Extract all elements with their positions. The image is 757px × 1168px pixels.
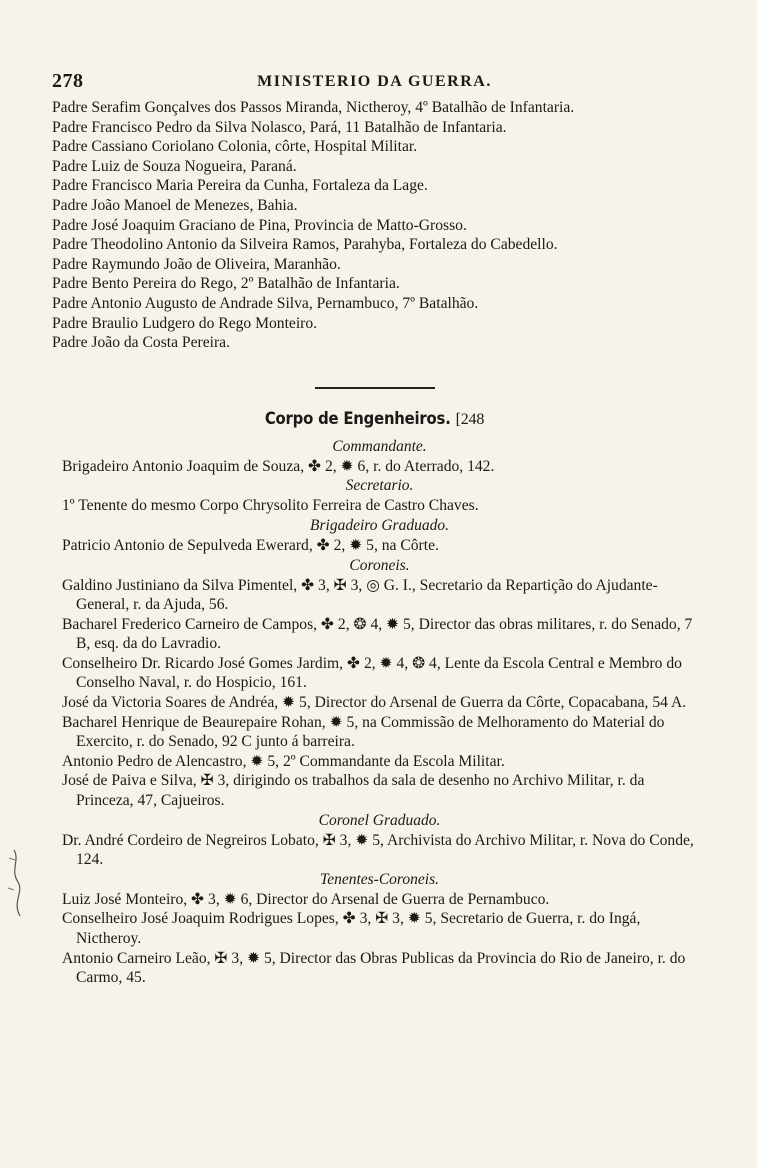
list-item: Antonio Pedro de Alencastro, ✹ 5, 2º Commandante da Escola Militar. xyxy=(62,752,505,770)
section-divider xyxy=(315,387,435,389)
group-heading: Tenentes-Coroneis. xyxy=(320,870,439,888)
list-item: Padre Bento Pereira do Rego, 2º Batalhão de Infantaria. xyxy=(52,275,400,293)
list-item: José de Paiva e Silva, ✠ 3, dirigindo os trabalhos da sala de desenho no Archivo Militar, r. da Princeza, 47, Cajueiros. xyxy=(62,772,645,810)
list-item: Brigadeiro Antonio Joaquim de Souza, ✤ 2, ✹ 6, r. do Aterrado, 142. xyxy=(62,457,495,475)
list-item: Luiz José Monteiro, ✤ 3, ✹ 6, Director do Arsenal de Guerra de Pernambuco. xyxy=(62,890,550,908)
group-heading: Secretario. xyxy=(345,477,414,495)
list-item: Dr. André Cordeiro de Negreiros Lobato, ✠ 3, ✹ 5, Archivista do Archivo Militar, r. Nova do Conde, 124. xyxy=(62,831,694,869)
group-heading: Commandante. xyxy=(332,437,427,455)
list-item: Padre Francisco Maria Pereira da Cunha, Fortaleza da Lage. xyxy=(52,177,428,195)
list-item: Conselheiro José Joaquim Rodrigues Lopes, ✤ 3, ✠ 3, ✹ 5, Secretario de Guerra, r. do Ingá, Nictheroy. xyxy=(62,910,641,947)
group-heading: Coronel Graduado. xyxy=(318,811,441,829)
list-item: Padre Cassiano Coriolano Colonia, côrte, Hospital Militar. xyxy=(52,138,418,156)
list-item: Patricio Antonio de Sepulveda Ewerard, ✤ 2, ✹ 5, na Côrte. xyxy=(62,536,439,554)
list-item: Bacharel Henrique de Beaurepaire Rohan, ✹ 5, na Commissão de Melhoramento do Material do Exercito, r. do Senado, 92 C junto á barreira. xyxy=(62,713,665,751)
list-item: Galdino Justiniano da Silva Pimentel, ✤ 3, ✠ 3, ◎ G. I., Secretario da Repartição do Ajudante-General, r. da Ajuda, 56. xyxy=(62,576,658,614)
group-heading: Coroneis. xyxy=(349,556,410,574)
list-item: José da Victoria Soares de Andréa, ✹ 5, Director do Arsenal de Guerra da Côrte, Copacabana, 54 A. xyxy=(62,694,687,712)
list-item: Padre José Joaquim Graciano de Pina, Provincia de Matto-Grosso. xyxy=(52,216,467,234)
section-title-text: Corpo de Engenheiros. xyxy=(264,408,451,428)
list-item: Bacharel Frederico Carneiro de Campos, ✤ 2, ❂ 4, ✹ 5, Director das obras militares, r. do Senado, 7 B, esq. da do Lavradio. xyxy=(62,615,693,653)
list-item: Padre João Manoel de Menezes, Bahia. xyxy=(52,196,298,214)
list-item: Padre João da Costa Pereira. xyxy=(52,334,230,352)
chaplains-list xyxy=(52,98,697,353)
list-item: Padre Luiz de Souza Nogueira, Paraná. xyxy=(52,157,297,175)
list-item: Padre Francisco Pedro da Silva Nolasco, Pará, 11 Batalhão de Infantaria. xyxy=(52,118,507,136)
list-item: Padre Braulio Ludgero do Rego Monteiro. xyxy=(52,314,318,332)
list-item: Antonio Carneiro Leão, ✠ 3, ✹ 5, Director das Obras Publicas da Provincia do Rio de Janeiro, r. do Carmo, 45. xyxy=(62,949,686,987)
section-ref: [248 xyxy=(455,410,485,428)
page-header xyxy=(52,70,697,94)
list-item: Padre Serafim Gonçalves dos Passos Miranda, Nictheroy, 4º Batalhão de Infantaria. xyxy=(52,99,575,116)
group-heading: Brigadeiro Graduado. xyxy=(310,516,449,534)
list-item: Padre Theodolino Antonio da Silveira Ramos, Parahyba, Fortaleza do Cabedello. xyxy=(52,236,558,254)
engineers-section xyxy=(52,437,697,988)
list-item: Padre Antonio Augusto de Andrade Silva, Pernambuco, 7º Batalhão. xyxy=(52,294,479,312)
list-item: 1º Tenente do mesmo Corpo Chrysolito Ferreira de Castro Chaves. xyxy=(62,497,479,515)
list-item: Padre Raymundo João de Oliveira, Maranhão. xyxy=(52,255,341,273)
section-title xyxy=(52,409,697,429)
page-number: 278 xyxy=(52,70,84,92)
running-title: MINISTERIO DA GUERRA. xyxy=(257,73,492,90)
margin-ink-mark xyxy=(6,848,28,918)
list-item: Conselheiro Dr. Ricardo José Gomes Jardim, ✤ 2, ✹ 4, ❂ 4, Lente da Escola Central e Membro do Conselho Naval, r. do Hospicio, 161. xyxy=(62,654,682,692)
